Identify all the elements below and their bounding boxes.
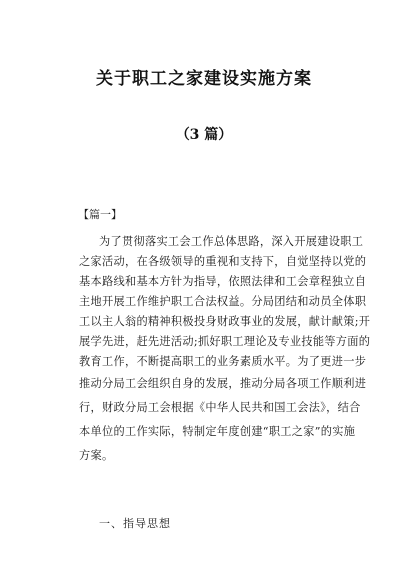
paragraph-line: 本单位的工作实际，特制定年度创建“职工之家”的实施 [79, 425, 356, 438]
paragraph-line: 工以主人翁的精神积极投身财政事业的发展，献计献策;开 [79, 315, 371, 328]
paragraph-line: 方案。 [79, 449, 114, 462]
paragraph-line: 行，财政分局工会根据《中华人民共和国工会法》，结合 [79, 401, 361, 414]
paragraph-line: 基本路线和基本方针为指导，依照法律和工会章程独立自 [79, 275, 367, 288]
paragraph-line: 主地开展工作维护职工合法权益。分局团结和动员全体职 [79, 295, 367, 308]
section-heading: 一、指导思想 [99, 517, 171, 530]
document-title: 关于职工之家建设实施方案 [96, 69, 312, 89]
paragraph-line: 展学先进，赶先进活动;抓好职工理论及专业技能等方面的 [79, 335, 371, 348]
paragraph-line: 教育工作，不断提高职工的业务素质水平。为了更进一步 [79, 355, 367, 368]
section-label: 【篇一】 [78, 208, 122, 221]
paragraph-line: 推动分局工会组织自身的发展，推动分局各项工作顺利进 [79, 377, 367, 390]
paragraph-line: 为了贯彻落实工会工作总体思路，深入开展建设职工 [99, 235, 364, 248]
document-subtitle: （3 篇） [175, 127, 233, 143]
paragraph-line: 之家活动，在各级领导的重视和支持下，自觉坚持以党的 [79, 255, 367, 268]
